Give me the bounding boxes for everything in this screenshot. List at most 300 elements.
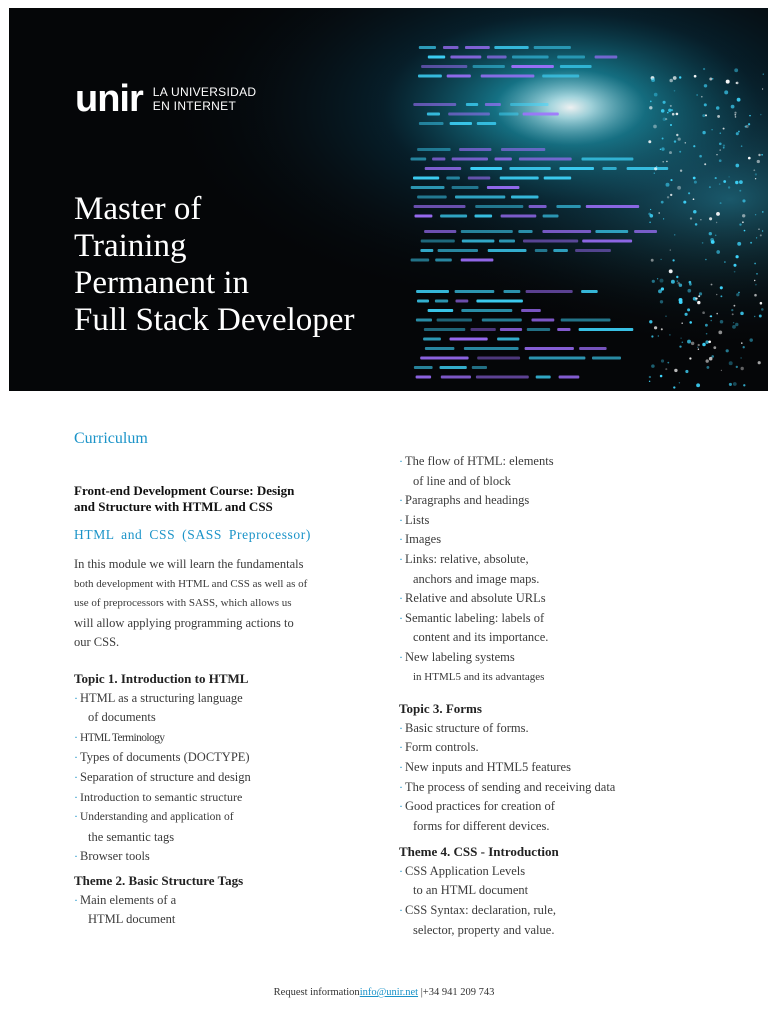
code-line-segment xyxy=(504,290,521,293)
list-item-text: Good practices for creation of xyxy=(405,799,555,814)
footer-email-link[interactable]: info@unir.net xyxy=(359,987,419,998)
code-line-segment xyxy=(485,103,501,106)
code-line-segment xyxy=(525,347,574,350)
particle-dot xyxy=(728,176,729,177)
particle-dot xyxy=(740,357,741,358)
particle-dot xyxy=(689,283,692,286)
particle-dot xyxy=(734,112,736,114)
bullet-icon: · xyxy=(399,591,403,606)
particle-dot xyxy=(670,105,672,107)
particle-dot xyxy=(705,259,707,261)
list-item xyxy=(399,797,679,836)
list-item-text: Separation of structure and design xyxy=(80,769,251,784)
particle-dot xyxy=(672,259,674,261)
particle-dot xyxy=(662,161,664,163)
particle-dot xyxy=(739,223,741,225)
particle-dot xyxy=(749,338,752,341)
bullet-icon: · xyxy=(74,809,78,824)
particle-dot xyxy=(726,349,729,352)
particle-dot xyxy=(738,292,740,294)
particle-dot xyxy=(711,129,712,130)
particle-dot xyxy=(718,331,722,335)
code-line-segment xyxy=(595,230,628,233)
list-item xyxy=(399,862,679,901)
particle-dot xyxy=(648,213,651,216)
code-line-segment xyxy=(420,357,468,360)
footer-label: Request information xyxy=(273,987,360,998)
list-item-text: Semantic labeling: labels of xyxy=(405,610,545,625)
list-item-text: Relative and absolute URLs xyxy=(405,591,546,606)
list-item xyxy=(399,491,679,511)
particle-dot xyxy=(663,101,666,104)
particle-dot xyxy=(652,280,655,283)
particle-dot xyxy=(669,151,672,154)
particle-dot xyxy=(739,180,743,184)
bullet-icon: · xyxy=(399,903,403,918)
code-line-segment xyxy=(561,319,611,322)
intro-line: our CSS. xyxy=(74,635,120,650)
particle-dot xyxy=(729,383,732,386)
particle-dot xyxy=(712,78,714,80)
bullet-icon: · xyxy=(74,690,78,705)
particle-dot xyxy=(691,342,694,345)
code-line-segment xyxy=(424,328,465,331)
particle-dot xyxy=(735,82,737,84)
footer-phone[interactable]: +34 941 209 743 xyxy=(422,987,495,998)
code-line-segment xyxy=(464,347,519,350)
code-line-segment xyxy=(477,357,520,360)
particle-dot xyxy=(648,140,651,143)
particle-dot xyxy=(700,219,701,220)
bullet-icon: · xyxy=(399,551,403,566)
code-line-segment xyxy=(509,167,550,170)
code-line-segment xyxy=(556,205,580,208)
particle-dot xyxy=(653,125,657,129)
logo-tagline xyxy=(153,85,257,113)
particle-dot xyxy=(715,177,717,179)
bullet-icon: · xyxy=(74,849,78,864)
particle-dot xyxy=(702,131,705,134)
list-item xyxy=(74,748,364,768)
code-line-segment xyxy=(419,46,436,49)
list-item xyxy=(399,719,679,739)
particle-dot xyxy=(674,140,676,142)
code-line-segment xyxy=(420,249,433,252)
particle-dot xyxy=(719,149,721,151)
particle-dot xyxy=(667,362,669,364)
code-line-segment xyxy=(447,75,471,78)
code-line-segment xyxy=(559,167,594,170)
code-line-segment xyxy=(425,167,462,170)
code-line-segment xyxy=(437,319,472,322)
list-item xyxy=(399,778,679,798)
code-line-segment xyxy=(465,46,490,49)
particle-dot xyxy=(716,222,717,223)
course-title-line: and Structure with HTML and CSS xyxy=(74,499,273,514)
particle-dot xyxy=(723,128,725,130)
particle-dot xyxy=(666,183,670,187)
particle-dot xyxy=(678,138,681,141)
particle-dot xyxy=(676,113,679,116)
hero-title-line: Master of xyxy=(74,191,202,227)
code-line-segment xyxy=(424,230,456,233)
particle-dot xyxy=(698,344,700,346)
particle-dot xyxy=(702,311,705,314)
code-line-segment xyxy=(452,158,488,161)
particle-dot xyxy=(696,94,697,95)
particle-dot xyxy=(690,217,692,219)
particle-dot xyxy=(705,340,708,343)
code-line-segment xyxy=(461,309,512,312)
course-title-line: Front-end Development Course: Design xyxy=(74,483,295,498)
code-line-segment xyxy=(521,309,541,312)
particle-dot xyxy=(651,364,655,368)
particle-dot xyxy=(693,177,696,180)
particle-dot xyxy=(761,154,763,156)
particle-dot xyxy=(649,221,651,223)
particle-dot xyxy=(679,345,681,347)
list-item xyxy=(399,648,679,687)
code-line-segment xyxy=(428,56,445,59)
particle-dot xyxy=(754,280,755,281)
particle-dot xyxy=(710,315,712,317)
particle-dot xyxy=(661,147,664,150)
code-line-segment xyxy=(634,230,657,233)
particle-dot xyxy=(701,96,703,98)
particle-dot xyxy=(719,183,720,184)
code-line-segment xyxy=(450,122,472,125)
code-line-segment xyxy=(575,249,611,252)
particle-dot xyxy=(735,181,738,184)
bullet-icon: · xyxy=(399,610,403,625)
code-line-segment xyxy=(417,148,451,151)
particle-dot xyxy=(672,113,675,116)
code-line-segment xyxy=(475,205,523,208)
code-line-segment xyxy=(448,113,490,116)
code-line-segment xyxy=(497,338,519,341)
particle-dot xyxy=(736,132,739,135)
list-item xyxy=(399,511,679,531)
code-line-segment xyxy=(438,249,478,252)
code-line-segment xyxy=(446,177,460,180)
code-line-segment xyxy=(582,158,634,161)
particle-dot xyxy=(729,361,733,365)
particle-dot xyxy=(762,211,764,213)
particle-dot xyxy=(706,366,709,369)
particle-dot xyxy=(665,118,667,120)
particle-dot xyxy=(693,210,697,214)
particle-dot xyxy=(716,250,720,254)
particle-dot xyxy=(699,292,702,295)
code-line-segment xyxy=(473,65,505,68)
topic-1-list xyxy=(74,689,364,867)
bullet-icon: · xyxy=(399,493,403,508)
particle-dot xyxy=(741,342,742,343)
particle-dot xyxy=(666,161,668,163)
particle-dot xyxy=(726,80,730,84)
code-line-segment xyxy=(523,240,578,243)
bullet-icon: · xyxy=(399,454,403,468)
particle-dot xyxy=(695,297,697,299)
code-line-segment xyxy=(499,113,519,116)
list-item-text: Form controls. xyxy=(405,740,479,755)
particle-dot xyxy=(661,359,664,362)
particle-dot xyxy=(742,199,745,202)
particle-dot xyxy=(667,112,669,114)
particle-dot xyxy=(660,149,661,150)
list-item xyxy=(74,728,364,749)
list-item-text: Introduction to semantic structure xyxy=(80,789,243,804)
code-line-segment xyxy=(488,249,527,252)
particle-dot xyxy=(734,114,736,116)
code-line-segment xyxy=(461,230,513,233)
particle-dot xyxy=(755,284,757,286)
particle-dot xyxy=(748,157,751,160)
code-line-segment xyxy=(494,46,528,49)
particle-dot xyxy=(660,300,663,303)
particle-dot xyxy=(674,234,675,235)
list-item xyxy=(399,758,679,778)
particle-dot xyxy=(699,155,702,158)
code-line-segment xyxy=(518,230,532,233)
code-line-segment xyxy=(411,186,445,189)
code-line-segment xyxy=(428,309,454,312)
particle-dot xyxy=(660,259,661,260)
particle-dot xyxy=(709,217,712,220)
code-line-segment xyxy=(432,158,445,161)
code-line-segment xyxy=(416,376,432,379)
particle-dot xyxy=(760,234,762,236)
particle-dot xyxy=(665,368,667,370)
particle-dot xyxy=(735,116,737,118)
list-item xyxy=(399,609,679,648)
left-column xyxy=(74,430,364,930)
bullet-icon: · xyxy=(74,789,78,804)
particle-dot xyxy=(698,295,700,297)
code-line-segment xyxy=(461,259,494,262)
list-item-text-cont: content and its importance. xyxy=(413,630,549,645)
particle-dot xyxy=(746,125,749,128)
list-item-text: Main elements of a xyxy=(80,892,177,907)
particle-dot xyxy=(658,212,660,214)
code-line-segment xyxy=(477,122,496,125)
particle-dot xyxy=(720,202,722,204)
particle-dot xyxy=(702,343,706,347)
code-line-segment xyxy=(481,75,535,78)
code-line-segment xyxy=(527,328,550,331)
code-line-segment xyxy=(529,205,547,208)
particle-dot xyxy=(732,313,734,315)
code-line-segment xyxy=(419,122,444,125)
code-line-segment xyxy=(468,177,491,180)
code-line-segment xyxy=(450,56,481,59)
particle-dot xyxy=(749,115,751,117)
bullet-icon: · xyxy=(74,769,78,784)
topic-2-list-right xyxy=(399,452,679,687)
particle-dot xyxy=(760,302,763,305)
particle-dot xyxy=(737,242,741,246)
particle-dot xyxy=(740,312,744,316)
code-line-segment xyxy=(471,328,496,331)
code-line-segment xyxy=(535,249,548,252)
particle-dot xyxy=(716,212,720,216)
list-item-text: Understanding and application of xyxy=(80,811,234,824)
particle-dot xyxy=(681,322,683,324)
code-line-segment xyxy=(413,177,439,180)
particle-dot xyxy=(705,114,707,116)
list-item-text: Basic structure of forms. xyxy=(405,720,529,735)
list-item xyxy=(74,788,364,808)
code-line-segment xyxy=(511,65,554,68)
particle-dot xyxy=(658,289,662,293)
particle-dot xyxy=(716,313,718,315)
particle-dot xyxy=(693,198,695,200)
list-item xyxy=(399,452,679,491)
particle-dot xyxy=(698,349,699,350)
particle-dot xyxy=(654,173,655,174)
code-line-segment xyxy=(416,319,432,322)
particle-dot xyxy=(654,167,657,170)
bullet-icon: · xyxy=(399,740,403,755)
particle-dot xyxy=(756,273,757,274)
particle-dot xyxy=(673,386,675,388)
particle-dot xyxy=(709,357,713,361)
code-line-segment xyxy=(542,230,591,233)
particle-dot xyxy=(756,237,757,238)
particle-dot xyxy=(704,84,707,87)
list-item-text: HTML Terminology xyxy=(80,731,165,744)
list-item-text-cont: the semantic tags xyxy=(88,829,175,844)
particle-dot xyxy=(679,76,681,78)
particle-dot xyxy=(657,278,658,279)
code-line-segment xyxy=(495,158,512,161)
hero-banner xyxy=(9,8,768,391)
code-line-segment xyxy=(421,240,455,243)
list-item-text: CSS Syntax: declaration, rule, xyxy=(405,903,557,918)
particle-dot xyxy=(742,221,744,223)
bullet-icon: · xyxy=(399,759,403,774)
particle-dot xyxy=(720,286,723,289)
topic-4-title: Theme 4. CSS - Introduction xyxy=(399,844,559,860)
bullet-icon: · xyxy=(74,892,78,907)
code-line-segment xyxy=(526,290,573,293)
particle-dot xyxy=(650,209,651,210)
particle-dot xyxy=(673,76,677,80)
topic-2-title: Theme 2. Basic Structure Tags xyxy=(74,872,244,888)
list-item-text: Links: relative, absolute, xyxy=(405,551,529,566)
code-line-segment xyxy=(557,328,570,331)
particle-dot xyxy=(762,88,763,89)
code-line-segment xyxy=(519,158,572,161)
particle-dot xyxy=(753,169,755,171)
code-line-segment xyxy=(510,103,548,106)
code-line-segment xyxy=(523,113,559,116)
particle-dot xyxy=(762,230,763,231)
particle-dot xyxy=(651,78,655,82)
particle-dot xyxy=(737,98,741,102)
particle-dot xyxy=(658,335,659,336)
code-line-segment xyxy=(557,56,585,59)
particle-dot xyxy=(723,147,725,149)
particle-dot xyxy=(674,369,677,372)
particle-dot xyxy=(651,335,653,337)
hero-title-line: Full Stack Developer xyxy=(74,302,355,338)
hero-title xyxy=(74,191,354,339)
particle-dot xyxy=(735,323,738,326)
code-line-segment xyxy=(559,376,580,379)
code-line-segment xyxy=(456,300,469,303)
particle-dot xyxy=(679,298,683,302)
particle-dot xyxy=(709,78,712,81)
particle-dot xyxy=(702,242,704,244)
list-item xyxy=(399,550,679,589)
logo-tagline-line: EN INTERNET xyxy=(152,99,237,113)
list-item xyxy=(399,589,679,609)
bullet-icon: · xyxy=(399,779,403,794)
particle-dot xyxy=(665,315,667,317)
bullet-icon: · xyxy=(399,649,403,664)
code-line-segment xyxy=(529,357,586,360)
list-item xyxy=(74,689,364,728)
particle-dot xyxy=(761,308,764,311)
footer-contact xyxy=(0,987,768,998)
particle-dot xyxy=(649,106,652,109)
code-line-segment xyxy=(466,103,478,106)
code-line-segment xyxy=(417,300,429,303)
particle-dot xyxy=(721,370,722,371)
particle-dot xyxy=(670,124,672,126)
particle-dot xyxy=(685,370,688,373)
particle-dot xyxy=(739,190,741,192)
code-line-segment xyxy=(443,46,459,49)
particle-dot xyxy=(709,232,712,235)
list-item-text-cont: in HTML5 and its advantages xyxy=(413,670,545,683)
topic-1-title: Topic 1. Introduction to HTML xyxy=(74,670,249,686)
particle-dot xyxy=(705,324,708,327)
right-column xyxy=(399,452,679,940)
code-line-segment xyxy=(414,366,433,369)
code-line-segment xyxy=(452,186,479,189)
particle-dot xyxy=(676,134,678,136)
code-line-segment xyxy=(418,75,442,78)
course-title xyxy=(74,483,364,515)
list-item-text: Browser tools xyxy=(80,849,150,864)
bullet-icon: · xyxy=(74,729,78,744)
list-item-text: The process of sending and receiving data xyxy=(405,779,616,794)
code-line-segment xyxy=(425,347,455,350)
particle-dot xyxy=(724,90,728,94)
particle-dot xyxy=(677,282,679,284)
particle-dot xyxy=(733,322,734,323)
particle-dot xyxy=(695,300,697,302)
particle-dot xyxy=(654,326,657,329)
particle-dot xyxy=(736,293,739,296)
spacer xyxy=(74,653,364,669)
code-line-segment xyxy=(441,376,471,379)
code-line-segment xyxy=(532,319,555,322)
particle-dot xyxy=(706,359,709,362)
list-item-text: Types of documents (DOCTYPE) xyxy=(80,750,250,765)
particle-dot xyxy=(656,166,657,167)
particle-dot xyxy=(741,145,743,147)
particle-dot xyxy=(694,75,697,78)
intro-line: use of preprocessors with SASS, which allows us xyxy=(74,597,292,610)
particle-dot xyxy=(689,321,692,324)
particle-dot xyxy=(660,375,663,378)
particle-dot xyxy=(687,289,691,293)
list-item-text: New inputs and HTML5 features xyxy=(405,759,571,774)
particle-dot xyxy=(720,132,722,134)
